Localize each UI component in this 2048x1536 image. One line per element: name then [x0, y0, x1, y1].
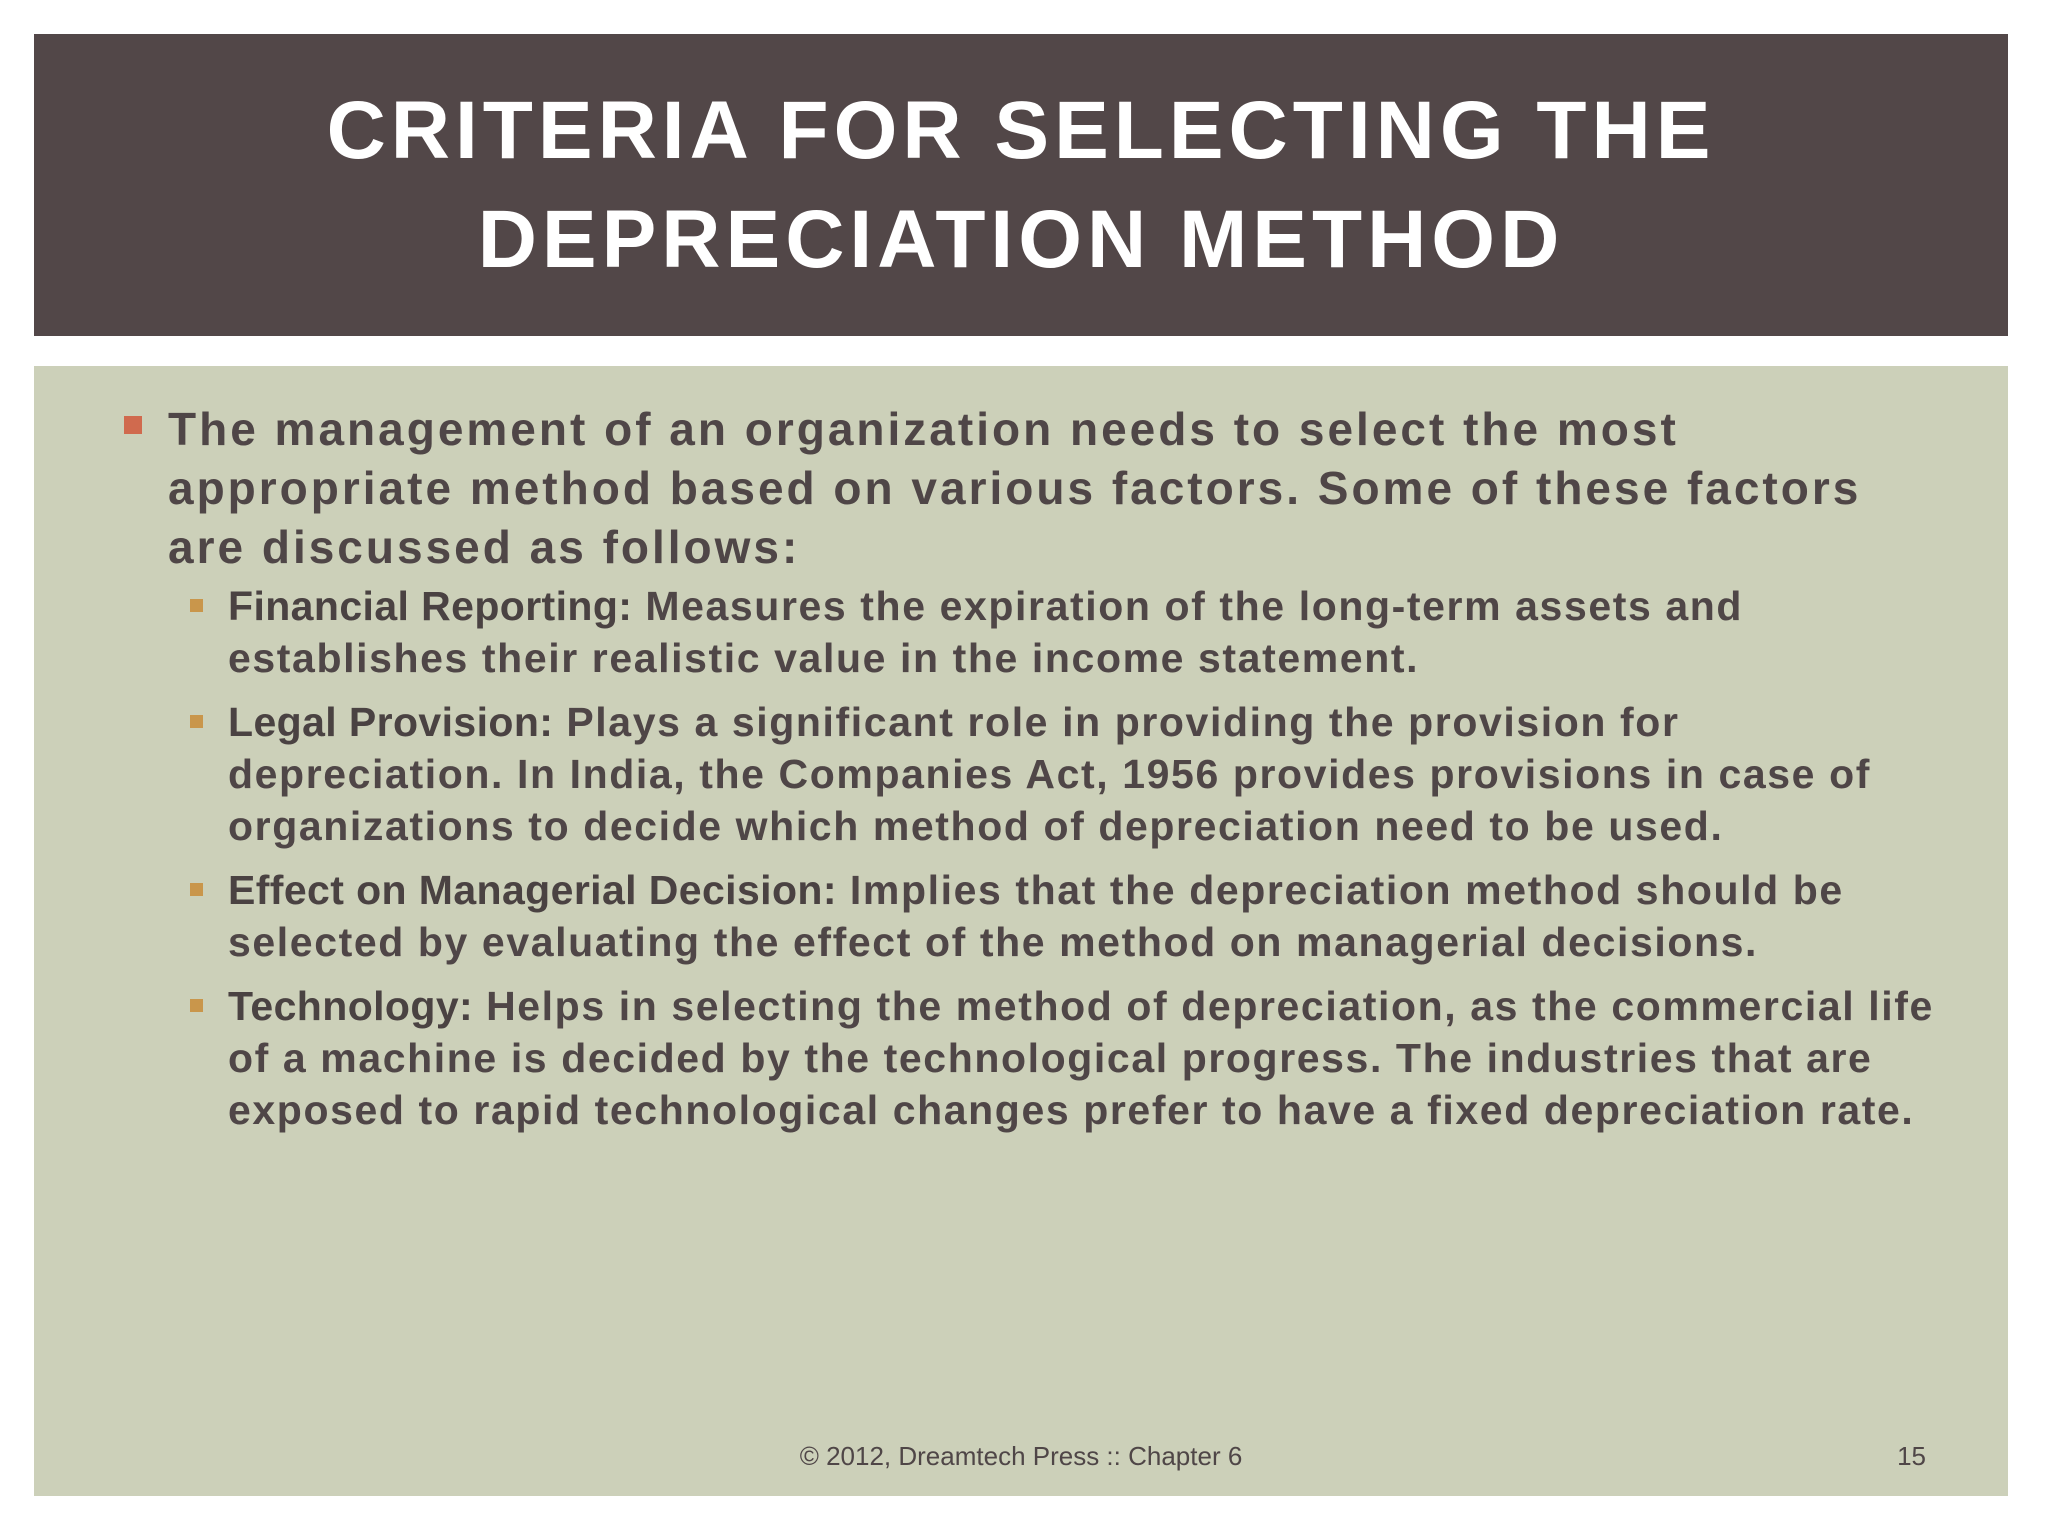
square-bullet-icon	[190, 715, 203, 728]
factor-financial-reporting	[190, 580, 1960, 684]
factor-legal-provision	[190, 696, 1960, 852]
square-bullet-icon	[190, 999, 203, 1012]
factor-term: Technology:	[228, 983, 474, 1029]
page-number: 15	[1897, 1441, 1926, 1471]
factor-text	[228, 980, 1960, 1136]
factor-managerial-decision	[190, 864, 1960, 968]
factor-text	[228, 696, 1960, 852]
main-bullet-item	[124, 400, 1954, 577]
factors-list	[190, 580, 1960, 1148]
factor-description: Implies that the depreciation method should be selected by evaluating the effect of the method on managerial decisions.	[228, 867, 1844, 965]
slide-footer	[34, 1438, 2008, 1474]
factor-term: Legal Provision:	[228, 699, 554, 745]
intro-text: The management of an organization needs to select the most appropriate method based on various factors. Some of these factors are discussed as follows:	[168, 403, 1862, 573]
slide-title-bar	[34, 34, 2008, 336]
factor-term: Effect on Managerial Decision:	[228, 867, 837, 913]
copyright-text: © 2012, Dreamtech Press :: Chapter 6	[799, 1441, 1243, 1471]
factor-description: Plays a significant role in providing the provision for depreciation. In India, the Companies Act, 1956 provides provisions in case of organizations to decide which method of depreciation need to be used.	[228, 699, 1871, 849]
factor-term: Financial Reporting:	[228, 583, 633, 629]
slide-title: CRITERIA FOR SELECTING THE DEPRECIATION METHOD	[326, 85, 1716, 285]
square-bullet-icon	[124, 416, 142, 434]
factor-text	[228, 580, 1960, 684]
square-bullet-icon	[190, 883, 203, 896]
factor-technology	[190, 980, 1960, 1136]
factor-description: Helps in selecting the method of depreciation, as the commercial life of a machine is decided by the technological progress. The industries that are exposed to rapid technological changes prefer to have a fixed depreciation rate.	[228, 983, 1934, 1133]
factor-text	[228, 864, 1960, 968]
square-bullet-icon	[190, 599, 203, 612]
factor-description: Measures the expiration of the long-term assets and establishes their realistic value in the income statement.	[228, 583, 1744, 681]
